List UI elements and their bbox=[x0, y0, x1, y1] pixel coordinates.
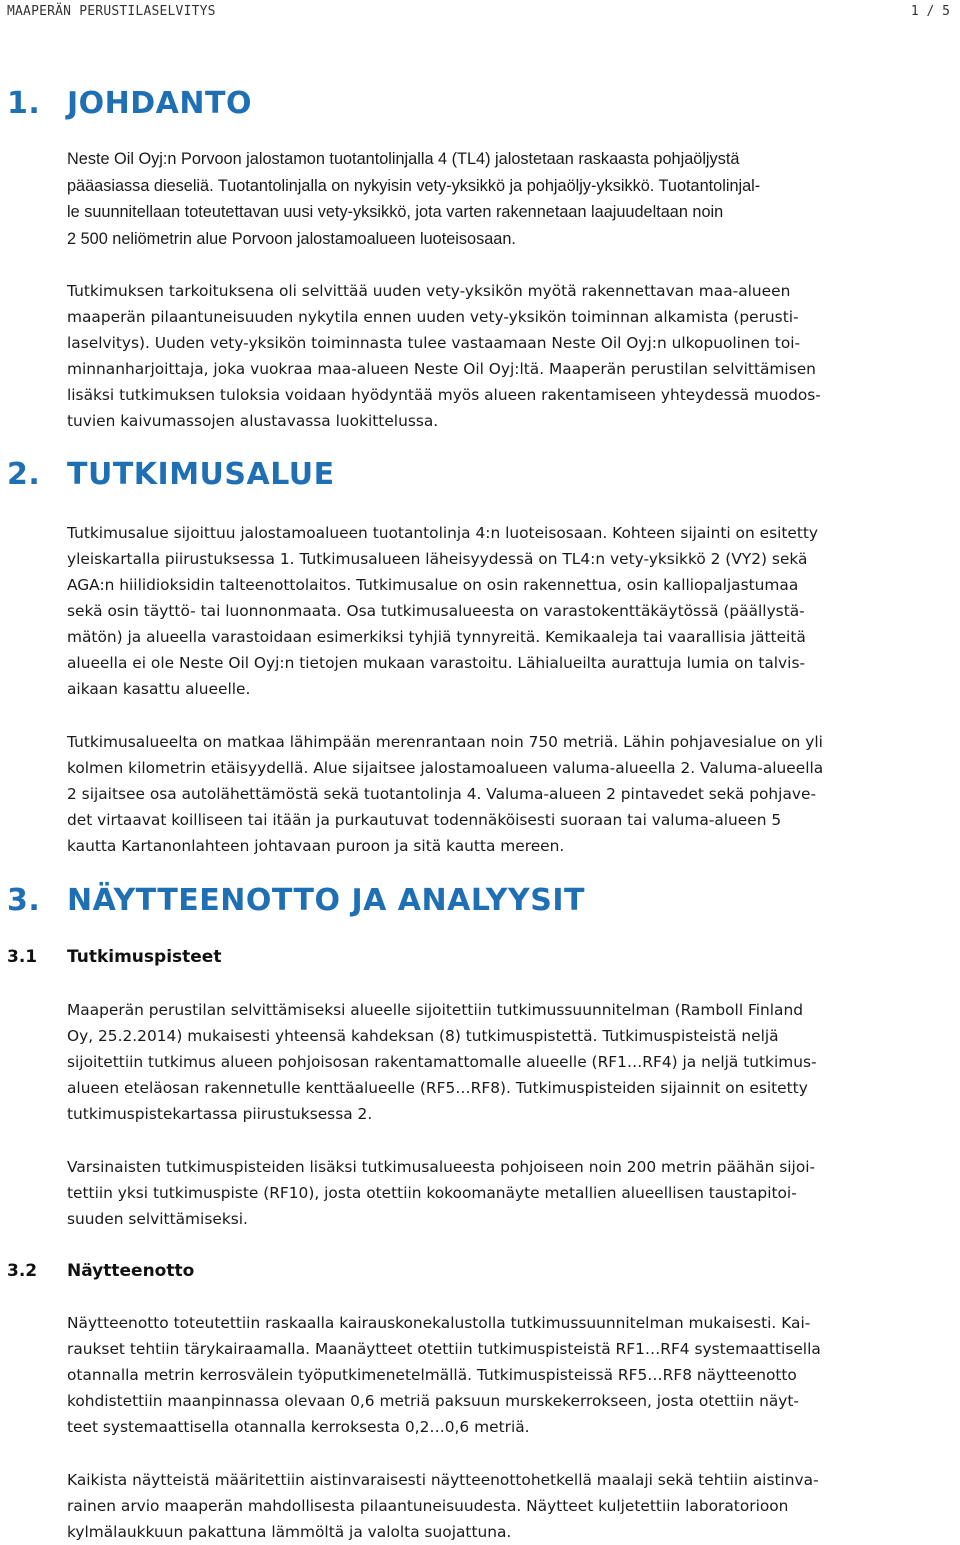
text-line: kolmen kilometrin etäisyydellä. Alue sijaitsee jalostamoalueen valuma-alueella 2. Valuma-alueella bbox=[67, 759, 824, 777]
paragraph bbox=[67, 520, 957, 702]
text-line: AGA:n hiilidioksidin talteenottolaitos. Tutkimusalue on osin rakennettua, osin kalliopaljastumaa bbox=[67, 576, 799, 594]
text-line: Maaperän perustilan selvittämiseksi alueelle sijoitettiin tutkimussuunnitelman (Ramboll Finland bbox=[67, 1001, 803, 1019]
text-line: Tutkimusalueelta on matkaa lähimpään merenrantaan noin 750 metriä. Lähin pohjavesialue on yli bbox=[67, 733, 823, 751]
section-number: 2. bbox=[7, 457, 41, 492]
text-line: tettiin yksi tutkimuspiste (RF10), josta otettiin kokoomanäyte metallien alueellisen taustapitoi- bbox=[67, 1184, 797, 1202]
paragraph bbox=[67, 729, 957, 859]
paragraph bbox=[67, 1467, 957, 1545]
text-line: yleiskartalla piirustuksessa 1. Tutkimusalueen läheisyydessä on TL4:n vety-yksikkö 2 (VY2) sekä bbox=[67, 550, 808, 568]
text-line: suuden selvittämiseksi. bbox=[67, 1210, 248, 1228]
text-line: laselvitys). Uuden vety-yksikön toiminnasta tulee vastaamaan Neste Oil Oyj:n ulkopuolinen toi- bbox=[67, 334, 801, 352]
text-line: teet systemaattisella otannalla kerroksesta 0,2…0,6 metriä. bbox=[67, 1418, 530, 1436]
section-title: TUTKIMUSALUE bbox=[67, 457, 335, 492]
text-line: Tutkimuksen tarkoituksena oli selvittää uuden vety-yksikön myötä rakennettavan maa-alueen bbox=[67, 282, 791, 300]
text-line: lisäksi tutkimuksen tuloksia voidaan hyödyntää myös alueen rakentamiseen yhteydessä muodos- bbox=[67, 386, 821, 404]
text-line: Oy, 25.2.2014) mukaisesti yhteensä kahdeksan (8) tutkimuspistettä. Tutkimuspisteistä neljä bbox=[67, 1027, 779, 1045]
subsection-number: 3.1 bbox=[7, 947, 38, 967]
section-number: 3. bbox=[7, 883, 41, 918]
text-line: kohdistettiin maanpinnassa olevaan 0,6 metriä paksuun murskekerrokseen, josta otettiin näyt- bbox=[67, 1392, 799, 1410]
text-line: tuvien kaivumassojen alustavassa luokittelussa. bbox=[67, 412, 439, 430]
text-line: tutkimuspistekartassa piirustuksessa 2. bbox=[67, 1105, 373, 1123]
text-line: kautta Kartanonlahteen johtavaan puroon ja sitä kautta mereen. bbox=[67, 837, 565, 855]
paragraph bbox=[67, 1310, 957, 1440]
paragraph bbox=[67, 278, 957, 434]
subsection-number: 3.2 bbox=[7, 1261, 38, 1281]
text-line: aikaan kasattu alueelle. bbox=[67, 680, 251, 698]
text-line: Näytteenotto toteutettiin raskaalla kairauskonekalustolla tutkimussuunnitelman mukaisesti. Kai- bbox=[67, 1314, 811, 1332]
text-line: minnanharjoittaja, joka vuokraa maa-alueen Neste Oil Oyj:ltä. Maaperän perustilan selvittämisen bbox=[67, 360, 816, 378]
text-line: Tutkimusalue sijoittuu jalostamoalueen tuotantolinja 4:n luoteisosaan. Kohteen sijainti on esitetty bbox=[67, 524, 819, 542]
subsection-title: Tutkimuspisteet bbox=[67, 947, 222, 967]
page-number: 1 / 5 bbox=[910, 4, 950, 19]
text-line: kylmälaukkuun pakattuna lämmöltä ja valolta suojattuna. bbox=[67, 1523, 512, 1541]
text-line: sijoitettiin tutkimus alueen pohjoisosan rakentamattomalle alueelle (RF1…RF4) ja neljä tutkimus- bbox=[67, 1053, 817, 1071]
text-line: mätön) ja alueella varastoidaan esimerkiksi tyhjiä tynnyreitä. Kemikaaleja tai vaarallisia jätteitä bbox=[67, 628, 806, 646]
text-line: raukset tehtiin tärykairaamalla. Maanäytteet otettiin tutkimuspisteistä RF1…RF4 systemaattisella bbox=[67, 1340, 821, 1358]
document-title: MAAPERÄN PERUSTILASELVITYS bbox=[7, 4, 216, 19]
section-title: NÄYTTEENOTTO JA ANALYYSIT bbox=[67, 883, 585, 918]
text-line: le suunnitellaan toteutettavan uusi vety-yksikkö, jota varten rakennetaan laajuudeltaan noin bbox=[67, 203, 724, 222]
page-header bbox=[0, 0, 960, 24]
subsection-title: Näytteenotto bbox=[67, 1261, 195, 1281]
text-line: alueella ei ole Neste Oil Oyj:n tietojen mukaan varastoitu. Lähialueilta aurattuja lumia on talvis- bbox=[67, 654, 806, 672]
text-line: det virtaavat koilliseen tai itään ja purkautuvat todennäköisesti suoraan tai valuma-alueen 5 bbox=[67, 811, 782, 829]
text-line: rainen arvio maaperän mahdollisesta pilaantuneisuudesta. Näytteet kuljetettiin laboratorioon bbox=[67, 1497, 789, 1515]
text-line: 2 500 neliömetrin alue Porvoon jalostamoalueen luoteisosaan. bbox=[67, 230, 516, 249]
text-line: sekä osin täyttö- tai luonnonmaata. Osa tutkimusalueesta on varastokenttäkäytössä (päällystä- bbox=[67, 602, 805, 620]
text-line: maaperän pilaantuneisuuden nykytila ennen uuden vety-yksikön toiminnan alkamista (perusti- bbox=[67, 308, 799, 326]
text-line: pääasiassa dieseliä. Tuotantolinjalla on nykyisin vety-yksikkö ja pohjaöljy-yksikkö. Tuotantolinjal- bbox=[67, 176, 761, 195]
text-line: Neste Oil Oyj:n Porvoon jalostamon tuotantolinjalla 4 (TL4) jalostetaan raskaasta pohjaöljystä bbox=[67, 150, 740, 168]
section-title: JOHDANTO bbox=[67, 86, 252, 121]
text-line: Kaikista näytteistä määritettiin aistinvaraisesti näytteenottohetkellä maalaji sekä tehtiin aistinva- bbox=[67, 1471, 819, 1489]
paragraph bbox=[67, 997, 957, 1127]
text-line: 2 sijaitsee osa autolähettämöstä sekä tuotantolinja 4. Valuma-alueen 2 pintavedet sekä pohjave- bbox=[67, 785, 817, 803]
paragraph bbox=[67, 1154, 957, 1232]
section-number: 1. bbox=[7, 86, 41, 121]
text-line: alueen eteläosan rakennetulle kenttäalueelle (RF5…RF8). Tutkimuspisteiden sijainnit on esitetty bbox=[67, 1079, 808, 1097]
text-line: Varsinaisten tutkimuspisteiden lisäksi tutkimusalueesta pohjoiseen noin 200 metrin päähän sijoi- bbox=[67, 1158, 816, 1176]
paragraph bbox=[67, 146, 957, 253]
text-line: otannalla metrin kerrosvälein työputkimenetelmällä. Tutkimuspisteissä RF5…RF8 näytteenotto bbox=[67, 1366, 797, 1384]
